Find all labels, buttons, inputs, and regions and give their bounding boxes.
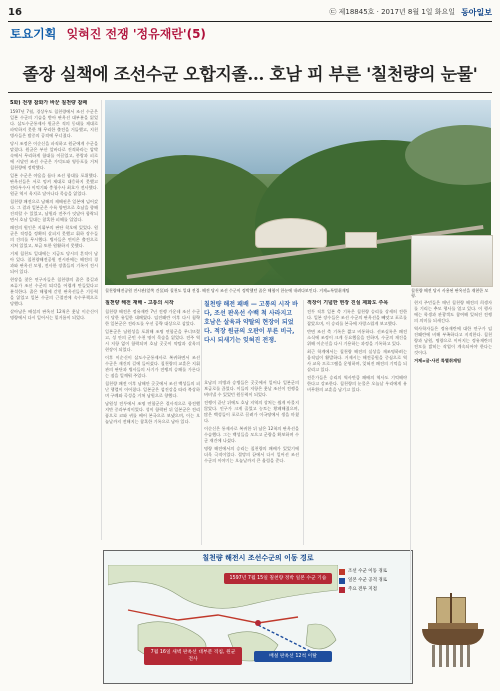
ship-oars (432, 645, 474, 667)
paragraph: 현지 주민들은 매년 칠천량 해전의 희생자를 기리는 추모 행사를 열고 있다. 이 행사에는 학생과 관광객도 참여해 잊혀진 전쟁의 의미를 되새긴다. (414, 300, 492, 323)
legend-item: 일본 수군 공격 경로 (339, 578, 407, 584)
byline: 거제=글·사진 특별취재팀 (414, 358, 462, 363)
paragraph: 역사학자들은 정유재란에 대한 연구가 임진왜란에 비해 부족하다고 지적한다. 칠천량과 남원, 명량으로 이어지는 정유재란의 전모를 밝히는 작업이 계속되어야 한다는 것이다. (414, 326, 492, 355)
paragraph: 패전의 원인은 지휘부의 판단 착오에 있었다. 원균은 적정을 정확히 살피지 못했고 휘하 장수들의 건의를 무시했다. 병사들은 연이은 출전으로 지쳐 있었고, 보급 또한 원활하지 못했다. (10, 225, 98, 248)
column-divider (303, 300, 304, 545)
paragraph: 일본 수군은 야음을 틈타 조선 함대를 포위했다. 판옥선들은 서로 엉켜 제대로 대응하지 못했고 전라우수사 이억기와 충청수사 최호가 전사했다. 원균 역시 육지로 달아나다 목숨을 잃었다. (10, 173, 98, 196)
article-column-2 (105, 300, 200, 545)
ship-hull (422, 629, 484, 645)
newspaper-name: 동아일보 (461, 6, 492, 17)
headline-rule (8, 92, 492, 93)
paragraph: 살아남은 배설의 판옥선 12척은 훗날 이순신이 명량에서 다시 일어서는 밑거름이 되었다. (10, 309, 98, 320)
page-number: 16 (8, 6, 22, 18)
page-header (8, 5, 492, 19)
paragraph: 칠천량 해전은 정유재란 7년 전쟁 가운데 조선 수군이 당한 유일한 대패였다. 임진왜란 이후 다시 침략한 일본군은 전라도를 우선 공략 대상으로 삼았다. (105, 309, 200, 326)
article-column-4 (307, 300, 407, 545)
paragraph: 거제 칠천도 일대에는 지금도 당시의 흔적이 남아 있다. 칠천량해전공원 전시관에는 해전의 경과와 판옥선 모형, 전사한 장졸들의 기록이 전시되어 있다. (10, 251, 98, 274)
paragraph: 일본군은 남원성을 포위해 조명 연합군을 무너뜨렸고, 성 안의 군민 수천 명이 목숨을 잃었다. 전주 역시 저항 없이 함락되며 호남 곳곳이 약탈과 살육의 현장이 되었다. (105, 329, 200, 352)
column-divider (410, 300, 411, 680)
headline: 졸장 실책에 조선수군 오합지졸… 호남 피 부른 '칠천량의 눈물' (22, 65, 478, 85)
pull-quote: 칠천량 해전 패배 — 고통의 시작 바다, 조선 판옥선 수백 척 사라지고 호남은 살육과 약탈의 현장이 되었다. 적장 원균의 오판이 부른 비극, 다시 되새기는 잊혀진 전쟁. (204, 301, 298, 344)
paragraph: 호남의 의병과 승병들은 곳곳에서 일어나 일본군의 보급로를 끊었다. 이들의 저항은 훗날 조선이 전쟁을 버텨낼 수 있었던 원동력이 되었다. (204, 380, 299, 397)
series-heading (10, 25, 206, 42)
paragraph: 칠천량 패전 이후 남해안 곳곳에서 조선 백성들의 피난 행렬이 이어졌다. 일본군은 섬진강을 따라 북상하며 구례와 곡성을 거쳐 남원으로 향했다. (105, 381, 200, 398)
article-column-5 (414, 300, 492, 580)
column-subtitle: 5화) 전쟁 참화가 바꾼 칠천량 참패 (10, 100, 88, 106)
photo-caption: 칠천량해전공원 전시관(앞쪽 건물)과 칠천도 일대 전경. 해전 당시 조선 수군이 정박했던 좁은 해협이 한눈에 내려다보인다. 거제=특별취재팀 (105, 288, 350, 293)
legend-item: 주요 전투 지점 (339, 587, 407, 593)
building (345, 232, 377, 248)
map-title: 칠천량 해전시 조선수군의 이동 경로 (202, 554, 314, 562)
panokseon-illustration (414, 585, 490, 670)
thumbnail-photo (411, 235, 493, 287)
paragraph: 1597년 7월, 경상우도 칠천량에서 조선 수군은 일본 수군의 기습을 받아 판옥선 대부분을 잃었다. 삼도수군통제사 원균은 적의 동태를 제대로 파악하지 못한 채 무리한 출전을 거듭했고, 지친 병사들은 밤중의 공격에 무너졌다. (10, 109, 98, 138)
column-divider (201, 300, 202, 545)
paragraph: 이후 이순신이 삼도수군통제사로 복귀하면서 조선 수군은 재건의 길에 들어섰다. 칠천량의 교훈은 지휘관의 판단과 병사들의 사기가 전쟁의 승패를 가른다는 점을 일깨워 주었다. (105, 355, 200, 378)
map-legend (339, 569, 407, 593)
thumbnail-caption: 칠천량 해전 당시 사용된 판옥선을 재현한 모형. (411, 288, 489, 298)
memorial-building (255, 218, 327, 248)
paragraph: 최근 학계에서는 칠천량 해전의 실상을 재조명하려는 움직임이 활발하다. 거제시는 해전공원을 중심으로 역사 교육 프로그램을 운영하며, 잊혀진 패전의 기억을 되살리고 있다. (307, 349, 407, 372)
series-title: 잊혀진 전쟁 '정유재란'(5) (66, 27, 206, 41)
series-label: 토요기획 (10, 27, 57, 41)
paragraph: 전쟁이 끝난 뒤에도 호남 지역의 상처는 쉽게 아물지 않았다. 인구가 크게 줄었고 농토는 황폐해졌으며, 많은 백성들이 포로로 끌려가 이국땅에서 생을 마쳤다. (204, 400, 299, 423)
paragraph: 전투 직후 일본 측 기록은 칠천량 승리를 상세히 전한다. 일본 장수들은 조선 수군의 판옥선을 빼앗고 포로를 잡았으며, 이 승리를 본국에 자랑스럽게 보고했다. (307, 309, 407, 326)
map-callout: 7월 16일 새벽 판옥선 대부분 격침, 원균 전사 (144, 647, 242, 665)
issue-meta: ㉢ 제18845호 · 2017년 8월 1일 화요일 (329, 8, 456, 16)
paragraph: 현장을 찾은 연구자들은 칠천량의 좁은 물길과 조류가 조선 수군의 퇴각을 어렵게 만들었다고 분석한다. 좁은 해협에 갇힌 판옥선들은 기동력을 잃었고 일본 수군의 근접전에 속수무책으로 당했다. (10, 277, 98, 306)
column-subtitle: 적장이 기념한 현장 진실 제화도 주목 (307, 300, 389, 306)
article-column-1 (10, 100, 98, 540)
map-callout: 배설 판옥선 12척 이탈 (254, 651, 332, 662)
paragraph: 남원성 전투에서 조명 연합군은 결사적으로 항전했지만 중과부적이었다. 성이 함락된 뒤 일본군은 전리품으로 코와 귀를 베어 본국으로 보냈으며, 이는 오늘날까지 전해지는 참혹한 기록으로 남아 있다. (105, 401, 200, 424)
paragraph: 반면 조선 측 기록은 짧고 비통하다. 선조실록은 패전 소식에 조정이 크게 동요했음을 전하며, 수군의 재건을 위해 이순신을 다시 기용하는 과정을 기록하고 있다. (307, 329, 407, 346)
legend-item: 조선 수군 이동 경로 (339, 569, 407, 575)
route-map (103, 550, 413, 684)
paragraph: 이순신은 통제사로 복귀한 뒤 남은 12척의 판옥선을 수습했다. 그는 백성들을 모으고 군량을 확보하며 수군 재건에 나섰다. (204, 426, 299, 443)
map-callout: 1597년 7월 15일 칠천량 정박 일본 수군 기습 (224, 573, 332, 584)
paragraph: 전문가들은 승리의 역사만큼 패배의 역사도 기억해야 한다고 강조한다. 칠천량의 눈물은 오늘날 우리에게 유비무환의 교훈을 남기고 있다. (307, 375, 407, 392)
paragraph: 당시 조정은 이순신을 파직하고 원균에게 수군을 맡겼다. 원균은 부산 앞바다로 진격하라는 압박 속에서 무리하게 함대를 이끌었고, 풍랑과 피로에 시달린 조선 수군은 가덕도와 영등포를 거쳐 칠천량에 정박했다. (10, 141, 98, 170)
header-rule (8, 21, 492, 22)
article-column-3 (204, 380, 299, 545)
paragraph: 칠천량 패전으로 남해의 제해권은 일본에 넘어갔다. 그 결과 일본군은 수륙 양면으로 호남을 향해 진격할 수 있었고, 남원과 전주가 잇달아 함락되면서 호남 일대는 참혹한 피해를 입었다. (10, 199, 98, 222)
column-subtitle: 칠천량 해전 재해 - 고통의 시작 (105, 300, 174, 306)
paragraph: 명량 해전에서의 승리는 칠천량의 패배가 있었기에 더욱 극적이었다. 절망의 끝에서 다시 일어선 조선 수군의 이야기는 오늘날까지 큰 울림을 준다. (204, 446, 299, 463)
column-divider (101, 100, 102, 540)
